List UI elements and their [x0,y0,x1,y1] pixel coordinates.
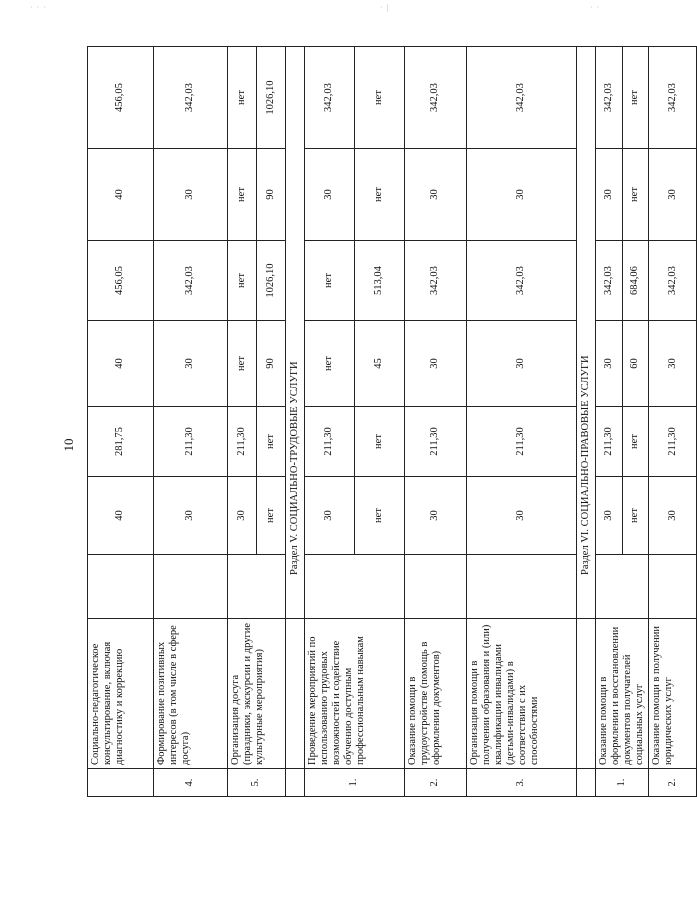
blank-cell [305,555,405,619]
value-cell: нет [228,241,257,321]
section-title-cell [286,47,305,619]
service-name: Организация помощи в получении образования и (или) квалификации инвалидами (детьми-инвалидами) в соответствии с их способностями [467,619,577,769]
blank-cell [467,555,577,619]
table-row [467,47,577,797]
value-cell: нет [622,477,649,555]
blank-cell [154,555,228,619]
value-cell: 342,03 [596,241,623,321]
value-cell: 211,30 [596,407,623,477]
value-cell: нет [355,407,405,477]
blank-cell [649,555,697,619]
service-name: Организация досуга (праздники, экскурсии и другие культурные мероприятия) [228,619,286,769]
service-name: Оказание помощи в оформлении и восстановлении документов получателей социальных услуг [596,619,649,769]
value-cell: 30 [305,477,355,555]
row-number: 2. [649,769,697,797]
value-cell: 30 [467,321,577,407]
value-cell: 342,03 [154,241,228,321]
row-number: 3. [467,769,577,797]
value-cell: 342,03 [405,241,467,321]
section-title-cell [577,47,596,619]
value-cell: 342,03 [467,47,577,149]
section-title: Раздел VI. СОЦИАЛЬНО-ПРАВОВЫЕ УСЛУГИ [579,355,591,575]
blank-cell [228,555,286,619]
table-row [305,47,355,797]
service-name: Социально-педагогическое консультирование, включая диагностику и коррекцию [88,619,154,769]
page-number: 10 [61,438,76,452]
rotated-table-page [87,47,678,797]
value-cell: 211,30 [649,407,697,477]
value-cell: 30 [649,321,697,407]
value-cell: нет [622,47,649,149]
value-cell: 342,03 [649,47,697,149]
value-cell: 211,30 [154,407,228,477]
value-cell: 90 [257,321,286,407]
section-heading-row [577,47,596,797]
value-cell: 40 [88,149,154,241]
value-cell: нет [228,149,257,241]
row-number: 4. [154,769,228,797]
value-cell: 211,30 [228,407,257,477]
value-cell: 211,30 [467,407,577,477]
section-heading-row [286,47,305,797]
value-cell: 30 [405,321,467,407]
value-cell: нет [228,321,257,407]
value-cell: 684,06 [622,241,649,321]
value-cell: 30 [228,477,257,555]
value-cell: 342,03 [596,47,623,149]
value-cell: нет [228,47,257,149]
value-cell: 30 [596,477,623,555]
value-cell: 30 [649,149,697,241]
table-row [649,47,697,797]
value-cell: 342,03 [649,241,697,321]
tariff-table [87,46,697,797]
value-cell: 40 [88,477,154,555]
value-cell: 40 [88,321,154,407]
section-title: Раздел V. СОЦИАЛЬНО-ТРУДОВЫЕ УСЛУГИ [288,361,300,575]
value-cell: 30 [405,477,467,555]
row-number: 1. [305,769,405,797]
value-cell: нет [355,149,405,241]
scan-speck: · · · [30,3,47,12]
blank-cell [596,555,649,619]
section-spacer [286,619,305,769]
value-cell: нет [622,149,649,241]
value-cell: 211,30 [405,407,467,477]
value-cell: 211,30 [305,407,355,477]
table-row [154,47,228,797]
table-row [88,47,154,797]
value-cell: 90 [257,149,286,241]
value-cell: 30 [596,149,623,241]
row-number: 5. [228,769,286,797]
scan-speck: · | [380,3,390,12]
value-cell: 342,03 [405,47,467,149]
table-row [596,47,623,797]
value-cell: 342,03 [154,47,228,149]
table-row [228,47,257,797]
row-number: 2. [405,769,467,797]
value-cell: нет [355,47,405,149]
value-cell: 342,03 [467,241,577,321]
service-name: Оказание помощи в трудоустройстве (помощь в оформлении документов) [405,619,467,769]
value-cell: 30 [467,477,577,555]
service-name: Оказание помощи в получении юридических услуг [649,619,697,769]
value-cell: 281,75 [88,407,154,477]
blank-cell [88,555,154,619]
value-cell: 1026,10 [257,241,286,321]
value-cell: 30 [305,149,355,241]
value-cell: нет [622,407,649,477]
value-cell: 456,05 [88,241,154,321]
value-cell: нет [305,321,355,407]
value-cell: 456,05 [88,47,154,149]
value-cell: 30 [405,149,467,241]
value-cell: 30 [154,149,228,241]
value-cell: нет [355,477,405,555]
section-spacer [577,769,596,797]
value-cell: 30 [154,321,228,407]
value-cell: 513,04 [355,241,405,321]
value-cell: 30 [596,321,623,407]
value-cell: нет [257,477,286,555]
value-cell: 60 [622,321,649,407]
section-spacer [286,769,305,797]
blank-cell [405,555,467,619]
value-cell: нет [257,407,286,477]
table-row [405,47,467,797]
row-number [88,769,154,797]
value-cell: 30 [154,477,228,555]
value-cell: 30 [649,477,697,555]
scan-speck: · · [590,3,601,12]
value-cell: 30 [467,149,577,241]
value-cell: нет [305,241,355,321]
section-spacer [577,619,596,769]
service-name: Формирование позитивных интересов (в том числе в сфере досуга) [154,619,228,769]
value-cell: 45 [355,321,405,407]
service-name: Проведение мероприятий по использованию трудовых возможностей и содействие обучению доступным профессиональным навыкам [305,619,405,769]
value-cell: 342,03 [305,47,355,149]
value-cell: 1026,10 [257,47,286,149]
row-number: 1. [596,769,649,797]
